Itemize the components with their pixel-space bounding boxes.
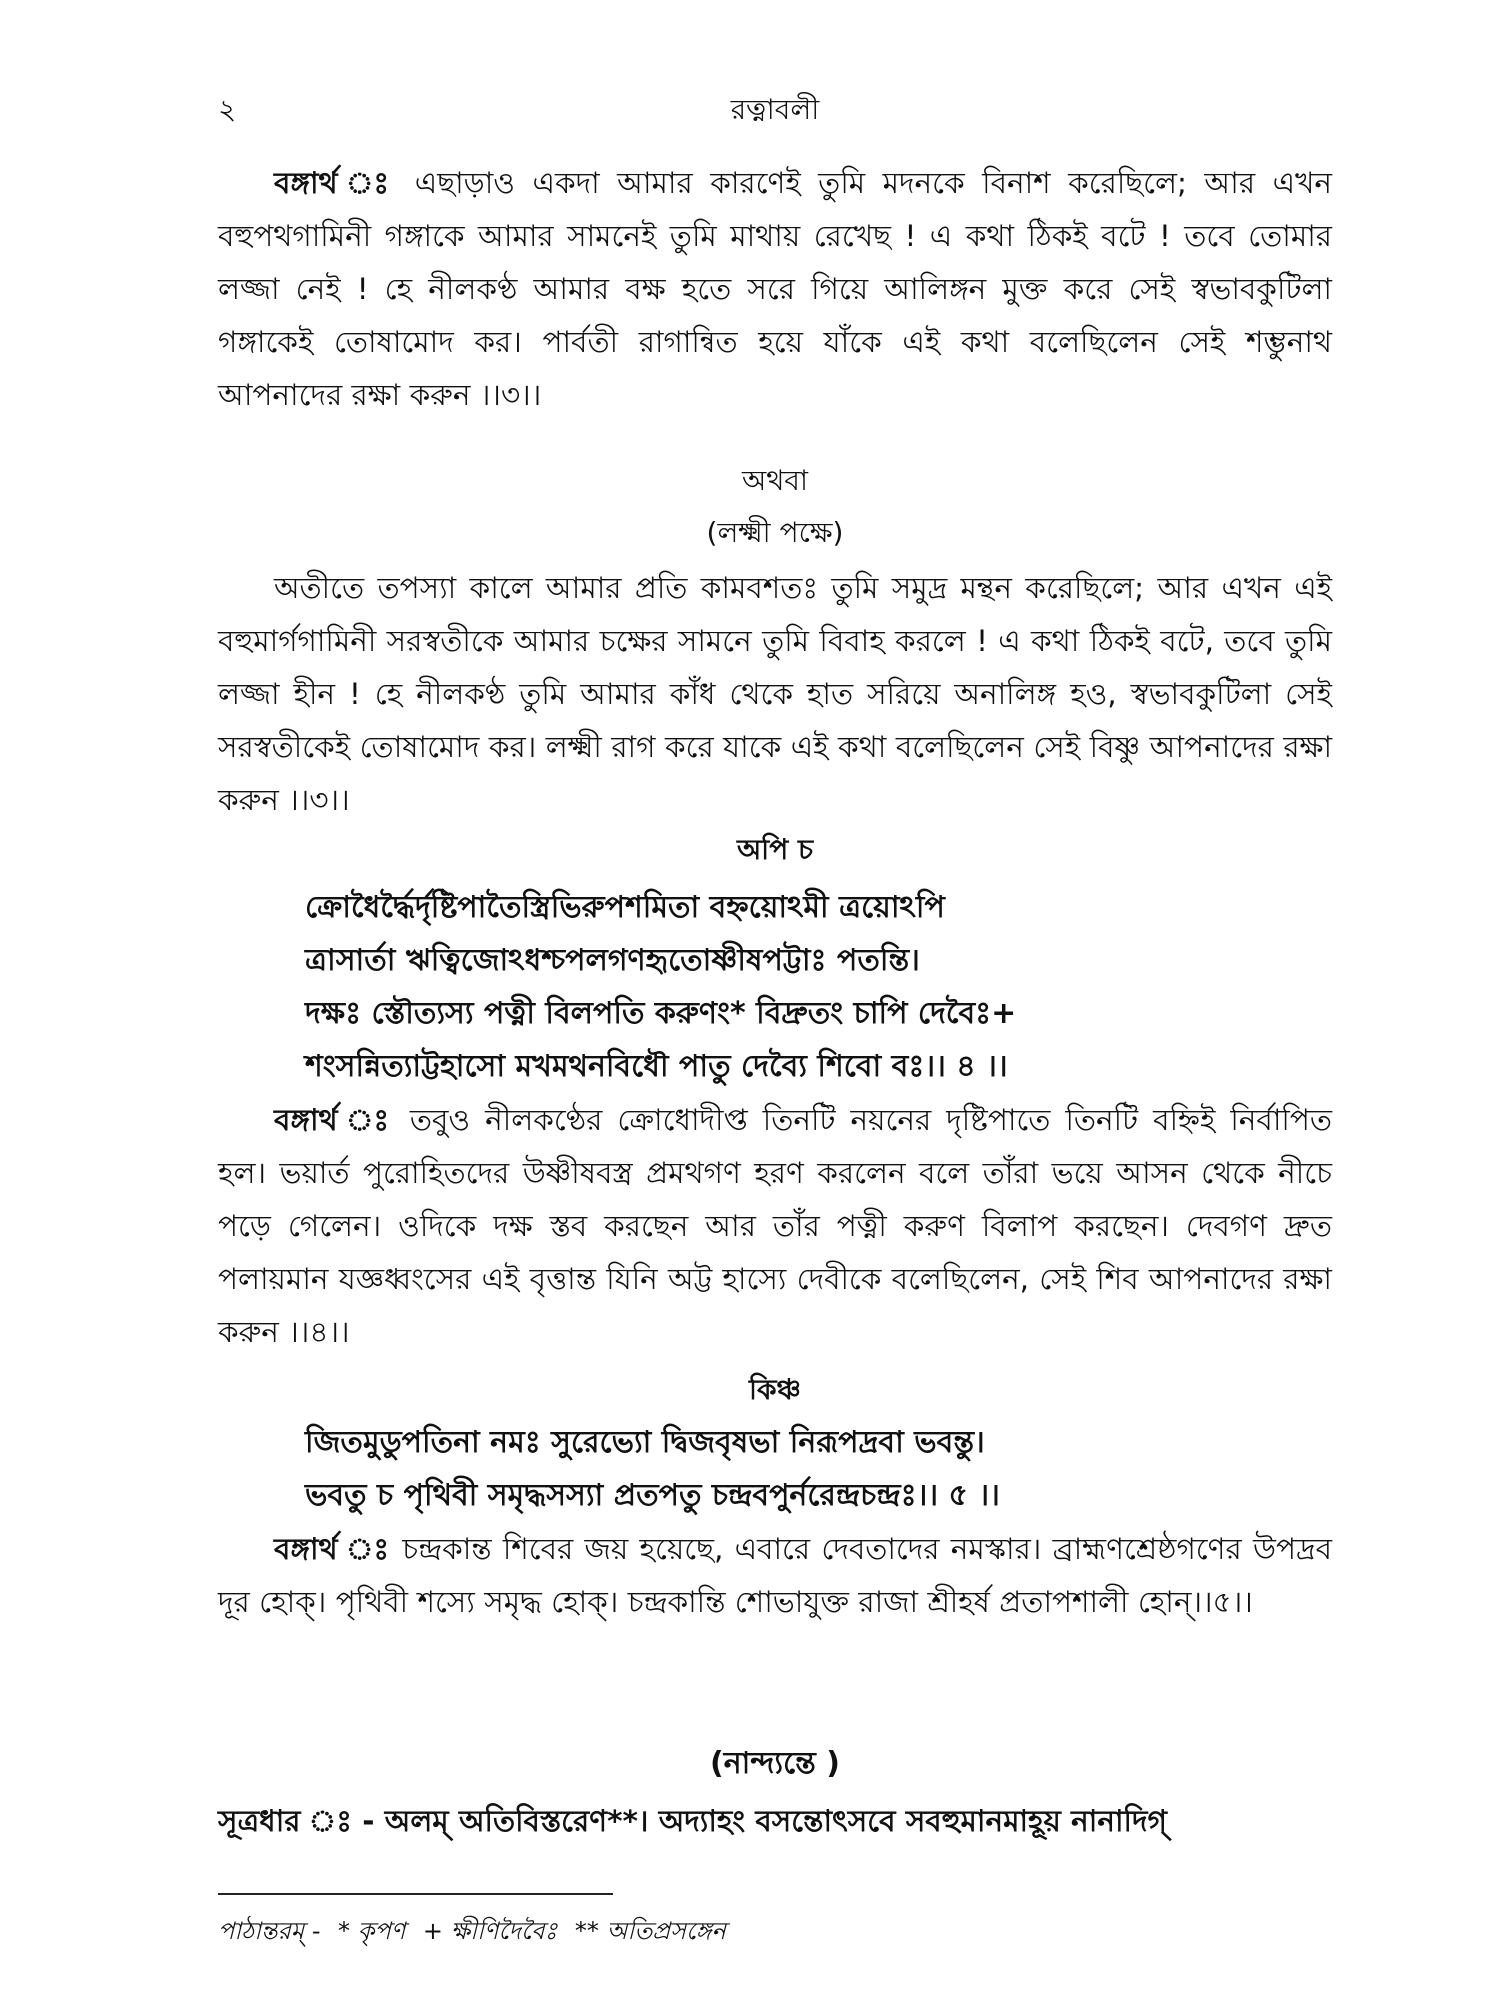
verse-line: ক্রোধৈর্দ্ধৈর্দৃষ্টিপাতৈস্ত্রিভিরুপশমিতা বহ্নয়োঽমী ত্রয়োঽপি	[305, 890, 945, 925]
verse-4	[305, 881, 1305, 1093]
verse-line: ভবতু চ পৃথিবী সমৃদ্ধসস্যা প্রতপতু চন্দ্রবপুর্নরেন্দ্রচন্দ্রঃ।। ৫ ।।	[305, 1478, 1000, 1513]
verse-line: জিতমুডুপতিনা নমঃ সুরেভ্যো দ্বিজবৃষভা নিরূপদ্রবা ভবন্তু।	[305, 1425, 985, 1460]
paragraph-translation-1	[218, 157, 1332, 422]
heading-athaba: অথবা	[741, 464, 809, 497]
verse-line: ত্রাসার্তা ঋত্বিজোঽধশ্চপলগণহৃতোষ্ণীষপট্টাঃ পতন্তি।	[305, 943, 920, 978]
footnote-item: * কৃপণ	[338, 1917, 406, 1945]
translation-label: বঙ্গার্থ ঃ	[274, 166, 398, 200]
paragraph-text: এছাড়াও একদা আমার কারণেই তুমি মদনকে বিনাশ করেছিলে; আর এখন বহুপথগামিনী গঙ্গাকে আমার সামনেই তুমি মাথায় রেখেছ ! এ কথা ঠিকই বটে ! তবে তোমার লজ্জা নেই ! হে নীলকণ্ঠ আমার বক্ষ হতে সরে গিয়ে আলিঙ্গন মুক্ত করে সেই স্বভাবকুটিলা গঙ্গাকেই তোষামোদ কর। পার্বতী রাগান্বিত হয়ে যাঁকে এই কথা বলেছিলেন সেই শম্ভুনাথ আপনাদের রক্ষা করুন ।।৩।।	[218, 166, 1332, 412]
footnote-label: পাঠান্তরম্ -	[218, 1917, 321, 1945]
footnote	[218, 1913, 1332, 1953]
verse-5	[305, 1416, 1305, 1522]
footnote-divider	[218, 1893, 613, 1895]
translation-label: বঙ্গার্থ ঃ	[274, 1103, 395, 1137]
heading-nandyante: (নান্দ্যন্তে )	[710, 1746, 840, 1781]
paragraph-text: তবুও নীলকণ্ঠের ক্রোধোদীপ্ত তিনটি নয়নের দৃষ্টিপাতে তিনটি বহ্নিই নির্বাপিত হল। ভয়ার্ত পুরোহিতদের উষ্ণীষবস্ত্র প্রমথগণ হরণ করলেন বলে তাঁরা ভয়ে আসন থেকে নীচে পড়ে গেলেন। ওদিকে দক্ষ স্তব করছেন আর তাঁর পত্নী করুণ বিলাপ করছেন। দেবগণ দ্রুত পলায়মান যজ্ঞধ্বংসের এই বৃত্তান্ত যিনি অট্ট হাস্যে দেবীকে বলেছিলেন, সেই শিব আপনাদের রক্ষা করুন ।।৪।।	[218, 1103, 1332, 1349]
paragraph-lakshmi	[218, 562, 1332, 827]
paragraph-translation-4	[218, 1523, 1332, 1629]
paragraph-text: অতীতে তপস্যা কালে আমার প্রতি কামবশতঃ তুমি সমুদ্র মন্থন করেছিলে; আর এখন এই বহুমার্গগামিনী সরস্বতীকে আমার চক্ষের সামনে তুমি বিবাহ করলে ! এ কথা ঠিকই বটে, তবে তুমি লজ্জা হীন ! হে নীলকণ্ঠ তুমি আমার কাঁধ থেকে হাত সরিয়ে অনালিঙ্গ হও, স্বভাবকুটিলা সেই সরস্বতীকেই তোষামোদ কর। লক্ষ্মী রাগ করে যাকে এই কথা বলেছিলেন সেই বিষ্ণু আপনাদের রক্ষা করুন ।।৩।।	[218, 571, 1332, 817]
sutradhara-line: সূত্রধার ঃ - অলম্ অতিবিস্তরেণ**। অদ্যাহং বসন্তোৎসবে সবহুমানমাহূয় নানাদিগ্	[218, 1804, 1167, 1838]
translation-label: বঙ্গার্থ ঃ	[274, 1532, 392, 1566]
running-title: রত্নাবলী	[730, 93, 820, 126]
page-number: ২	[218, 93, 237, 126]
paragraph-text: চন্দ্রকান্ত শিবের জয় হয়েছে, এবারে দেবতাদের নমস্কার। ব্রাহ্মণশ্রেষ্ঠগণের উপদ্রব দূর হোক্। পৃথিবী শস্যে সমৃদ্ধ হোক্। চন্দ্রকান্তি শোভাযুক্ত রাজা শ্রীহর্ষ প্রতাপশালী হোন্।।৫।।	[218, 1532, 1332, 1619]
footnote-item: + ক্ষীণিদৈবৈঃ	[422, 1917, 558, 1945]
footnote-item: ** অতিপ্রসঙ্গেন	[574, 1917, 726, 1945]
verse-line: দক্ষঃ স্তৌত্যস্য পত্নী বিলপতি করুণং* বিদ্রুতং চাপি দেবৈঃ+	[305, 996, 1017, 1031]
heading-lakshmi-pakshe: (লক্ষ্মী পক্ষে)	[706, 516, 844, 549]
verse-line: শংসন্নিত্যাট্টহাসো মখমথনবিধৌ পাতু দেব্যৈ শিবো বঃ।। ৪ ।।	[305, 1049, 1008, 1084]
heading-api-ca: অপি চ	[736, 833, 814, 866]
paragraph-translation-3	[218, 1094, 1332, 1359]
heading-kinca: কিঞ্চ	[748, 1373, 802, 1406]
page-header	[218, 88, 1332, 134]
